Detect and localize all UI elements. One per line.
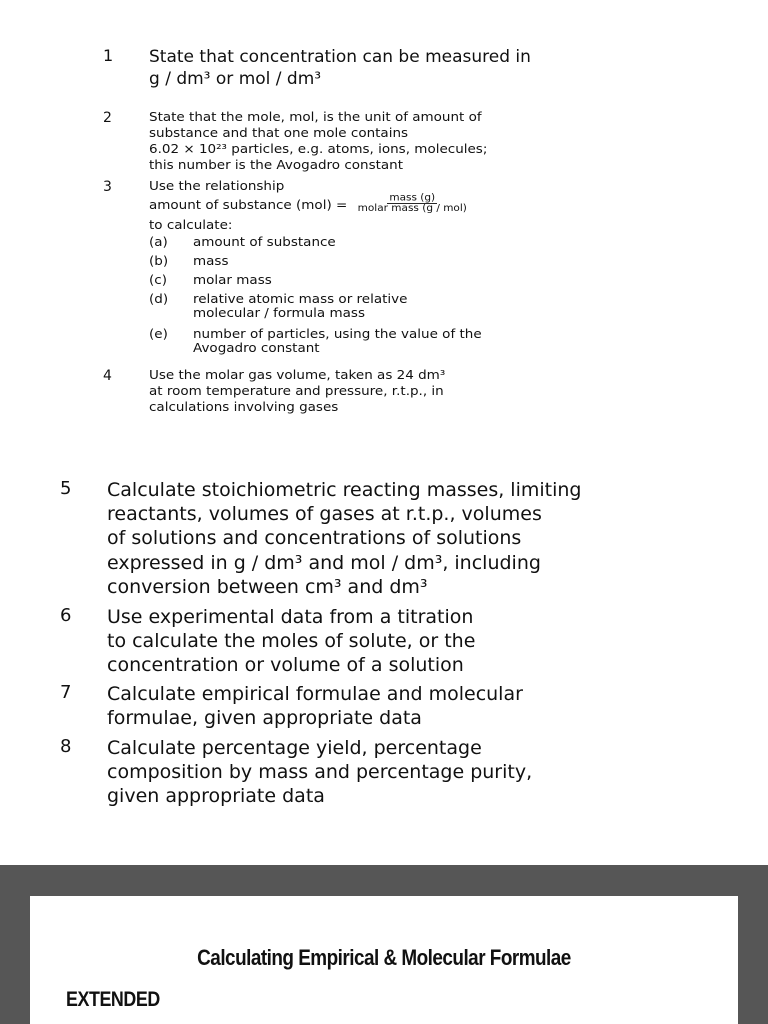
item-text — [149, 179, 709, 362]
text-line: conversion between cm³ and dm³ — [107, 575, 428, 598]
sub-item — [149, 254, 709, 268]
text-line: Use experimental data from a titration — [107, 606, 474, 628]
text-line: of solutions and concentrations of solutions — [107, 527, 522, 550]
sub-item-text: molecular / formula mass — [193, 306, 365, 321]
text-line: calculations involving gases — [149, 400, 339, 415]
slide — [30, 896, 738, 1024]
text-line: Use the molar gas volume, taken as 24 dm³ — [149, 368, 446, 383]
fraction-denominator: molar mass (g / mol) — [357, 203, 467, 214]
item-number: 5 — [60, 478, 72, 499]
sub-item-text: amount of substance — [193, 235, 336, 250]
sub-item-letter: (c) — [149, 273, 167, 288]
text-line: concentration or volume of a solution — [107, 654, 464, 677]
text-line: Calculate percentage yield, percentage — [107, 737, 482, 759]
text-line: composition by mass and percentage purity, — [107, 761, 533, 784]
formula-fraction — [356, 193, 469, 214]
item-text — [107, 736, 727, 809]
text-line: Use the relationship — [149, 179, 285, 194]
sub-item — [149, 327, 709, 356]
formula-line — [149, 192, 709, 216]
item-text — [149, 368, 709, 416]
item-number: 4 — [103, 368, 112, 384]
item-number: 1 — [103, 46, 114, 65]
text-line: 6.02 × 10²³ particles, e.g. atoms, ions, molecules; — [149, 142, 488, 157]
item-number: 2 — [103, 110, 112, 126]
sub-item — [149, 235, 709, 249]
item-number: 6 — [60, 605, 72, 626]
item-number: 7 — [60, 682, 72, 703]
sub-item-letter: (e) — [149, 327, 168, 342]
sub-item-letter: (d) — [149, 292, 169, 307]
text-line: substance and that one mole contains — [149, 126, 409, 141]
text-line: State that concentration can be measured in — [149, 47, 531, 67]
text-line: to calculate: — [149, 218, 233, 233]
sub-item — [149, 292, 709, 321]
sub-item-text: Avogadro constant — [193, 341, 320, 356]
text-line: expressed in g / dm³ and mol / dm³, including — [107, 551, 541, 574]
sub-item-text: relative atomic mass or relative — [193, 292, 408, 307]
text-line: to calculate the moles of solute, or the — [107, 630, 476, 653]
item-text — [107, 682, 727, 730]
text-line: formulae, given appropriate data — [107, 707, 422, 730]
upper-objectives-list — [0, 0, 768, 430]
text-line: this number is the Avogadro constant — [149, 158, 404, 173]
sub-list — [149, 235, 709, 359]
text-line: reactants, volumes of gases at r.t.p., volumes — [107, 503, 542, 526]
text-line: given appropriate data — [107, 785, 325, 808]
sub-item-letter: (b) — [149, 254, 169, 269]
item-number: 3 — [103, 179, 112, 195]
item-text — [149, 110, 709, 174]
slide-title: Calculating Empirical & Molecular Formulae — [197, 945, 571, 970]
text-line: g / dm³ or mol / dm³ — [149, 69, 322, 89]
item-number: 8 — [60, 736, 72, 757]
item-text — [149, 46, 709, 90]
sub-item — [149, 273, 709, 287]
item-text — [107, 478, 727, 599]
text-line: Calculate empirical formulae and molecular — [107, 683, 523, 705]
fraction-numerator: mass (g) — [389, 192, 436, 204]
text-line: State that the mole, mol, is the unit of amount of — [149, 110, 482, 125]
sub-item-letter: (a) — [149, 235, 168, 250]
text-line: Calculate stoichiometric reacting masses, limiting — [107, 479, 582, 501]
item-text — [107, 605, 727, 678]
sub-item-text: mass — [193, 254, 229, 269]
sub-item-text: number of particles, using the value of the — [193, 327, 482, 342]
text-line: at room temperature and pressure, r.t.p., in — [149, 384, 444, 399]
extended-label: EXTENDED — [66, 988, 160, 1011]
formula-lhs: amount of substance (mol) = — [149, 198, 348, 213]
sub-item-text: molar mass — [193, 273, 272, 288]
